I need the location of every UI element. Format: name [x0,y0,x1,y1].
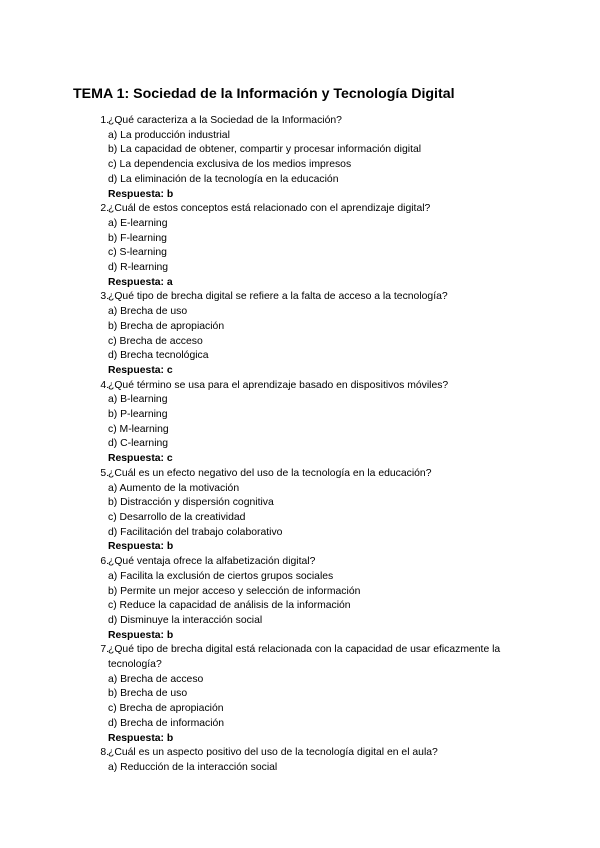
answer-option: b) La capacidad de obtener, compartir y procesar información digital [108,144,422,156]
answer-option: a) Brecha de uso [108,306,188,318]
answer-option: d) R-learning [108,262,169,274]
answer-options [108,761,600,776]
answer-options [108,393,600,452]
question-text: ¿Cuál de estos conceptos está relacionado con el aprendizaje digital? [108,203,431,215]
answer-options [108,129,600,188]
answer-option: c) Reduce la capacidad de análisis de la información [108,600,351,612]
answer-options [108,217,600,276]
answer-option: d) Facilitación del trabajo colaborativo [108,526,283,538]
question-text: ¿Cuál es un efecto negativo del uso de la tecnología en la educación? [108,467,432,479]
answer-option: b) Brecha de apropiación [108,320,225,332]
answer-option: c) Desarrollo de la creatividad [108,511,246,523]
question-item [0,114,600,202]
answer-option: c) Brecha de acceso [108,335,203,347]
answer-option: b) Permite un mejor acceso y selección de información [108,585,361,597]
correct-answer: Respuesta: c [108,364,173,376]
correct-answer: Respuesta: b [108,732,174,744]
question-number: 4. [100,379,109,391]
answer-option: b) Brecha de uso [108,688,188,700]
question-text: ¿Qué tipo de brecha digital se refiere a la falta de acceso a la tecnología? [108,291,448,303]
answer-option: c) Brecha de apropiación [108,703,224,715]
answer-option: c) S-learning [108,247,167,259]
question-text: ¿Cuál es un aspecto positivo del uso de la tecnología digital en el aula? [108,747,438,759]
answer-options [108,482,600,541]
answer-options [108,570,600,629]
question-item [0,643,600,746]
question-number: 3. [100,291,109,303]
answer-option: a) B-learning [108,394,168,406]
answer-options [108,673,600,732]
answer-options [108,305,600,364]
question-number: 7. [100,644,109,656]
answer-option: d) Disminuye la interacción social [108,614,263,626]
answer-option: c) M-learning [108,423,169,435]
answer-option: c) La dependencia exclusiva de los medios impresos [108,159,352,171]
question-item [0,555,600,643]
question-text: ¿Qué caracteriza a la Sociedad de la Información? [108,115,342,126]
question-item [0,290,600,378]
answer-option: b) Distracción y dispersión cognitiva [108,497,274,509]
question-item [0,746,600,775]
page-title: TEMA 1: Sociedad de la Información y Tecnología Digital [73,86,455,102]
question-number: 5. [100,467,109,479]
answer-option: d) Brecha de información [108,717,225,729]
answer-option: a) Facilita la exclusión de ciertos grupos sociales [108,570,334,582]
answer-option: a) Brecha de acceso [108,673,204,685]
question-number: 2. [100,203,109,215]
answer-option: d) La eliminación de la tecnología en la educación [108,173,339,185]
question-number: 6. [100,556,109,568]
correct-answer: Respuesta: a [108,276,173,288]
question-item [0,379,600,467]
correct-answer: Respuesta: b [108,188,174,200]
answer-option: a) E-learning [108,217,168,229]
question-number: 8. [100,747,109,759]
answer-option: a) La producción industrial [108,129,230,141]
answer-option: a) Aumento de la motivación [108,482,240,494]
answer-option: a) Reducción de la interacción social [108,761,278,773]
answer-option: d) C-learning [108,438,169,450]
answer-option: d) Brecha tecnológica [108,350,209,362]
question-text: ¿Qué ventaja ofrece la alfabetización digital? [108,556,316,568]
answer-option: b) P-learning [108,409,168,421]
question-number: 1. [100,115,109,126]
question-item [0,202,600,290]
correct-answer: Respuesta: b [108,629,174,641]
correct-answer: Respuesta: b [108,541,174,553]
answer-option: b) F-learning [108,232,167,244]
question-item [0,467,600,555]
correct-answer: Respuesta: c [108,453,173,465]
question-text: ¿Qué tipo de brecha digital está relacionada con la capacidad de usar eficazmente la tecnología? [108,644,501,671]
question-text: ¿Qué término se usa para el aprendizaje basado en dispositivos móviles? [108,379,449,391]
question-list [0,114,600,776]
